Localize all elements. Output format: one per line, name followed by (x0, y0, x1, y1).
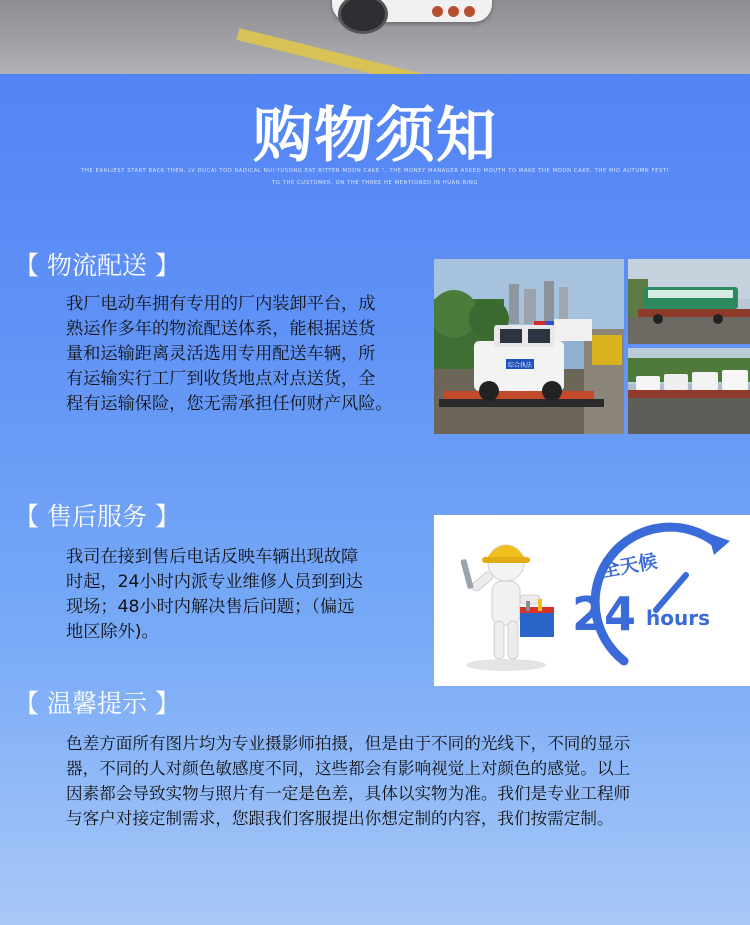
text-line: 我司在接到售后电话反映车辆出现故障 (66, 547, 359, 567)
section-title-logistics: 【 物流配送 】 (14, 251, 180, 280)
truck-loaded-illustration (628, 259, 750, 344)
repairman-24h-illustration (434, 515, 750, 686)
badge-number: 24 (572, 587, 637, 641)
top-banner-photo (0, 0, 750, 74)
truck-loading-illustration (434, 259, 624, 434)
text-line: 现场；48小时内解决售后问题；（偏远 (66, 597, 355, 617)
text-line: 熟运作多年的物流配送体系，能根据送货 (66, 319, 376, 339)
vehicle-wheel (338, 0, 388, 34)
truck-label: 综合执法 (507, 362, 533, 369)
text-line: 有运输实行工厂到收货地点对点送货，全 (66, 369, 376, 389)
tail-lamp (432, 6, 443, 17)
truck-convoy-illustration (628, 348, 750, 434)
text-line: 色差方面所有图片均为专业摄影师拍摄，但是由于不同的光线下，不同的显示 (66, 734, 631, 753)
section-title-after-sale: 【 售后服务 】 (14, 502, 180, 531)
section-title-tips: 【 温馨提示 】 (14, 689, 180, 718)
text-line: 我厂电动车拥有专用的厂内装卸平台，成 (66, 294, 376, 314)
text-line: 因素都会导致实物与照片有一定是色差，具体以实物为准。我们是专业工程师 (66, 784, 631, 803)
after-sale-graphic (434, 515, 750, 686)
tail-lamp (464, 6, 475, 17)
title-subtext-line-2: TO THE CUSTOMER, ON THE THREE HE MENTIONED IN HUAN-BING (272, 180, 478, 186)
section-text-after-sale (66, 545, 426, 645)
title-subtext-line-1: THE EARLIEST START BACK THEN, LV DUCAI TOO RADICAL NUI-YUSONG EAT BITTER MOON CAKE ", THE MONEY MANAGER ASKED MOUTH TO MAKE THE MOON CAKE, THE MID AUTUMN FESTI (81, 168, 669, 174)
text-line: 时起，24小时内派专业维修人员到到达 (66, 572, 363, 592)
logistics-photo-bottom-right (628, 348, 750, 434)
section-text-tips (66, 731, 742, 831)
text-line: 器，不同的人对颜色敏感度不同，这些都会有影响视觉上对颜色的感觉。以上 (66, 759, 631, 778)
text-line: 地区除外)。 (66, 622, 159, 642)
road-marking (237, 28, 444, 74)
text-line: 与客户对接定制需求，您跟我们客服提出你想定制的内容，我们按需定制。 (66, 809, 614, 828)
text-line: 程有运输保险，您无需承担任何财产风险。 (66, 394, 393, 414)
badge-unit: hours (646, 606, 710, 630)
logistics-photo-top-right (628, 259, 750, 344)
page-title: 购物须知 (253, 101, 497, 171)
tail-lamp (448, 6, 459, 17)
section-text-logistics (66, 292, 426, 417)
badge-cn-label: 全天候 (599, 550, 660, 582)
logistics-photo-main (434, 259, 624, 434)
text-line: 量和运输距离灵活选用专用配送车辆，所 (66, 344, 376, 364)
